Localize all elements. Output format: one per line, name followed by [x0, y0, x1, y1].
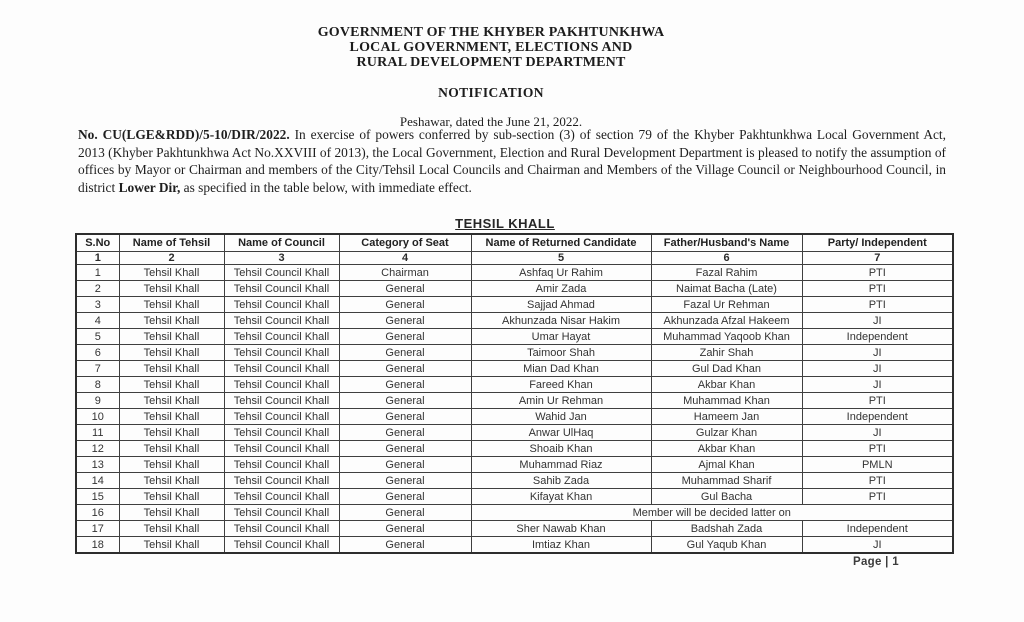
- column-number-row: [76, 252, 953, 265]
- cell-party: Independent: [802, 409, 953, 425]
- cell-father: Gulzar Khan: [651, 425, 802, 441]
- cell-candidate: Taimoor Shah: [471, 345, 651, 361]
- cell-candidate: Anwar UlHaq: [471, 425, 651, 441]
- cell-tehsil: Tehsil Khall: [119, 313, 224, 329]
- table-row: [76, 281, 953, 297]
- cell-council: Tehsil Council Khall: [224, 329, 339, 345]
- cell-council: Tehsil Council Khall: [224, 345, 339, 361]
- cell-candidate: Fareed Khan: [471, 377, 651, 393]
- cell-party: JI: [802, 345, 953, 361]
- cell-father: Muhammad Sharif: [651, 473, 802, 489]
- cell-father: Gul Bacha: [651, 489, 802, 505]
- table-row: [76, 393, 953, 409]
- col-number: 7: [802, 252, 953, 265]
- table-row: [76, 537, 953, 554]
- cell-father: Hameem Jan: [651, 409, 802, 425]
- col-number: 4: [339, 252, 471, 265]
- cell-council: Tehsil Council Khall: [224, 489, 339, 505]
- cell-party: PTI: [802, 489, 953, 505]
- cell-sno: 3: [76, 297, 119, 313]
- col-number: 6: [651, 252, 802, 265]
- results-table: [75, 233, 954, 554]
- cell-council: Tehsil Council Khall: [224, 457, 339, 473]
- cell-party: PTI: [802, 441, 953, 457]
- cell-party: PTI: [802, 393, 953, 409]
- cell-father: Gul Yaqub Khan: [651, 537, 802, 554]
- table-row: [76, 473, 953, 489]
- cell-tehsil: Tehsil Khall: [119, 441, 224, 457]
- cell-father: Fazal Ur Rehman: [651, 297, 802, 313]
- cell-category: Chairman: [339, 265, 471, 281]
- cell-category: General: [339, 441, 471, 457]
- table-row: [76, 409, 953, 425]
- cell-council: Tehsil Council Khall: [224, 441, 339, 457]
- cell-candidate: Ashfaq Ur Rahim: [471, 265, 651, 281]
- col-header-sno: S.No: [76, 234, 119, 252]
- cell-candidate: Amir Zada: [471, 281, 651, 297]
- cell-tehsil: Tehsil Khall: [119, 457, 224, 473]
- cell-tehsil: Tehsil Khall: [119, 265, 224, 281]
- cell-category: General: [339, 425, 471, 441]
- cell-council: Tehsil Council Khall: [224, 361, 339, 377]
- cell-tehsil: Tehsil Khall: [119, 473, 224, 489]
- table-row: [76, 521, 953, 537]
- document-letterhead: [0, 25, 1003, 130]
- cell-sno: 5: [76, 329, 119, 345]
- cell-candidate: Akhunzada Nisar Hakim: [471, 313, 651, 329]
- cell-party: JI: [802, 377, 953, 393]
- cell-council: Tehsil Council Khall: [224, 313, 339, 329]
- body-text-1: In exercise of powers conferred by sub-section (3) of section 79 of the Khyber Pakhtunkhwa Local Government Act, 2013 (Khyber Pakhtunkhwa Act No.XXVIII of 2013), the Local Government, Election and Rural Development Department is pleased to notify the assumption of offices by Mayor or Chairman and members of the City/Tehsil Local Councils and Chairman and Members of the Village Council or Neighbourhood Council, in district: [78, 127, 946, 195]
- cell-council: Tehsil Council Khall: [224, 425, 339, 441]
- cell-sno: 18: [76, 537, 119, 554]
- table-row: [76, 313, 953, 329]
- cell-category: General: [339, 345, 471, 361]
- cell-tehsil: Tehsil Khall: [119, 281, 224, 297]
- table-row: [76, 297, 953, 313]
- col-number: 5: [471, 252, 651, 265]
- cell-sno: 4: [76, 313, 119, 329]
- cell-span-note: Member will be decided latter on: [471, 505, 953, 521]
- cell-category: General: [339, 329, 471, 345]
- cell-party: JI: [802, 425, 953, 441]
- cell-category: General: [339, 521, 471, 537]
- cell-candidate: Imtiaz Khan: [471, 537, 651, 554]
- cell-father: Muhammad Khan: [651, 393, 802, 409]
- cell-category: General: [339, 489, 471, 505]
- cell-council: Tehsil Council Khall: [224, 521, 339, 537]
- cell-party: PTI: [802, 281, 953, 297]
- cell-tehsil: Tehsil Khall: [119, 361, 224, 377]
- department-name-line2: LOCAL GOVERNMENT, ELECTIONS AND: [349, 40, 633, 56]
- cell-tehsil: Tehsil Khall: [119, 537, 224, 554]
- cell-category: General: [339, 409, 471, 425]
- cell-tehsil: Tehsil Khall: [119, 489, 224, 505]
- col-header-party: Party/ Independent: [802, 234, 953, 252]
- cell-tehsil: Tehsil Khall: [119, 345, 224, 361]
- cell-father: Akbar Khan: [651, 441, 802, 457]
- cell-category: General: [339, 393, 471, 409]
- notification-body: [78, 126, 946, 196]
- cell-party: JI: [802, 361, 953, 377]
- cell-candidate: Amin Ur Rehman: [471, 393, 651, 409]
- cell-father: Akbar Khan: [651, 377, 802, 393]
- col-header-tehsil: Name of Tehsil: [119, 234, 224, 252]
- cell-sno: 12: [76, 441, 119, 457]
- body-text-2: as specified in the table below, with immediate effect.: [183, 179, 472, 195]
- cell-party: PTI: [802, 297, 953, 313]
- cell-father: Akhunzada Afzal Hakeem: [651, 313, 802, 329]
- cell-category: General: [339, 361, 471, 377]
- cell-sno: 2: [76, 281, 119, 297]
- cell-tehsil: Tehsil Khall: [119, 329, 224, 345]
- cell-party: Independent: [802, 521, 953, 537]
- cell-council: Tehsil Council Khall: [224, 473, 339, 489]
- cell-category: General: [339, 505, 471, 521]
- table-row: [76, 329, 953, 345]
- cell-sno: 14: [76, 473, 119, 489]
- table-row: [76, 425, 953, 441]
- cell-category: General: [339, 297, 471, 313]
- cell-council: Tehsil Council Khall: [224, 505, 339, 521]
- cell-sno: 8: [76, 377, 119, 393]
- cell-father: Ajmal Khan: [651, 457, 802, 473]
- cell-category: General: [339, 313, 471, 329]
- cell-sno: 7: [76, 361, 119, 377]
- cell-candidate: Umar Hayat: [471, 329, 651, 345]
- table-row: [76, 489, 953, 505]
- cell-party: Independent: [802, 329, 953, 345]
- cell-father: Badshah Zada: [651, 521, 802, 537]
- cell-category: General: [339, 377, 471, 393]
- results-table-body: [76, 265, 953, 554]
- table-title: TEHSIL KHALL: [455, 216, 555, 231]
- cell-candidate: Muhammad Riaz: [471, 457, 651, 473]
- table-row: [76, 441, 953, 457]
- cell-council: Tehsil Council Khall: [224, 537, 339, 554]
- cell-father: Gul Dad Khan: [651, 361, 802, 377]
- page-number: Page | 1: [853, 556, 899, 568]
- col-header-council: Name of Council: [224, 234, 339, 252]
- cell-council: Tehsil Council Khall: [224, 377, 339, 393]
- cell-candidate: Wahid Jan: [471, 409, 651, 425]
- cell-candidate: Sher Nawab Khan: [471, 521, 651, 537]
- cell-candidate: Mian Dad Khan: [471, 361, 651, 377]
- cell-sno: 1: [76, 265, 119, 281]
- cell-tehsil: Tehsil Khall: [119, 521, 224, 537]
- col-header-candidate: Name of Returned Candidate: [471, 234, 651, 252]
- cell-tehsil: Tehsil Khall: [119, 505, 224, 521]
- cell-father: Naimat Bacha (Late): [651, 281, 802, 297]
- cell-sno: 16: [76, 505, 119, 521]
- table-row: [76, 361, 953, 377]
- table-row: [76, 505, 953, 521]
- department-name-line1: GOVERNMENT OF THE KHYBER PAKHTUNKHWA: [317, 25, 665, 40]
- cell-candidate: Shoaib Khan: [471, 441, 651, 457]
- cell-category: General: [339, 281, 471, 297]
- cell-party: PTI: [802, 473, 953, 489]
- cell-sno: 15: [76, 489, 119, 505]
- cell-party: JI: [802, 537, 953, 554]
- cell-sno: 17: [76, 521, 119, 537]
- table-row: [76, 345, 953, 361]
- cell-father: Fazal Rahim: [651, 265, 802, 281]
- cell-council: Tehsil Council Khall: [224, 265, 339, 281]
- cell-sno: 10: [76, 409, 119, 425]
- col-header-category: Category of Seat: [339, 234, 471, 252]
- department-name-line3: RURAL DEVELOPMENT DEPARTMENT: [356, 55, 626, 71]
- cell-candidate: Sahib Zada: [471, 473, 651, 489]
- cell-party: PTI: [802, 265, 953, 281]
- cell-sno: 9: [76, 393, 119, 409]
- cell-category: General: [339, 473, 471, 489]
- cell-party: PMLN: [802, 457, 953, 473]
- table-row: [76, 457, 953, 473]
- cell-sno: 11: [76, 425, 119, 441]
- reference-number: No. CU(LGE&RDD)/5-10/DIR/2022.: [78, 127, 290, 142]
- col-number: 1: [76, 252, 119, 265]
- table-header-row: [76, 234, 953, 252]
- col-number: 2: [119, 252, 224, 265]
- col-header-father: Father/Husband's Name: [651, 234, 802, 252]
- cell-category: General: [339, 457, 471, 473]
- cell-council: Tehsil Council Khall: [224, 409, 339, 425]
- table-row: [76, 377, 953, 393]
- cell-candidate: Kifayat Khan: [471, 489, 651, 505]
- cell-council: Tehsil Council Khall: [224, 393, 339, 409]
- cell-sno: 13: [76, 457, 119, 473]
- cell-tehsil: Tehsil Khall: [119, 409, 224, 425]
- cell-category: General: [339, 537, 471, 554]
- cell-tehsil: Tehsil Khall: [119, 297, 224, 313]
- cell-council: Tehsil Council Khall: [224, 281, 339, 297]
- date-line: Peshawar, dated the June 21, 2022.: [399, 113, 583, 129]
- notification-title: NOTIFICATION: [438, 84, 544, 100]
- district-name: Lower Dir,: [118, 179, 181, 195]
- cell-sno: 6: [76, 345, 119, 361]
- cell-council: Tehsil Council Khall: [224, 297, 339, 313]
- cell-father: Zahir Shah: [651, 345, 802, 361]
- col-number: 3: [224, 252, 339, 265]
- cell-tehsil: Tehsil Khall: [119, 425, 224, 441]
- cell-candidate: Sajjad Ahmad: [471, 297, 651, 313]
- cell-father: Muhammad Yaqoob Khan: [651, 329, 802, 345]
- cell-tehsil: Tehsil Khall: [119, 377, 224, 393]
- cell-party: JI: [802, 313, 953, 329]
- cell-tehsil: Tehsil Khall: [119, 393, 224, 409]
- table-row: [76, 265, 953, 281]
